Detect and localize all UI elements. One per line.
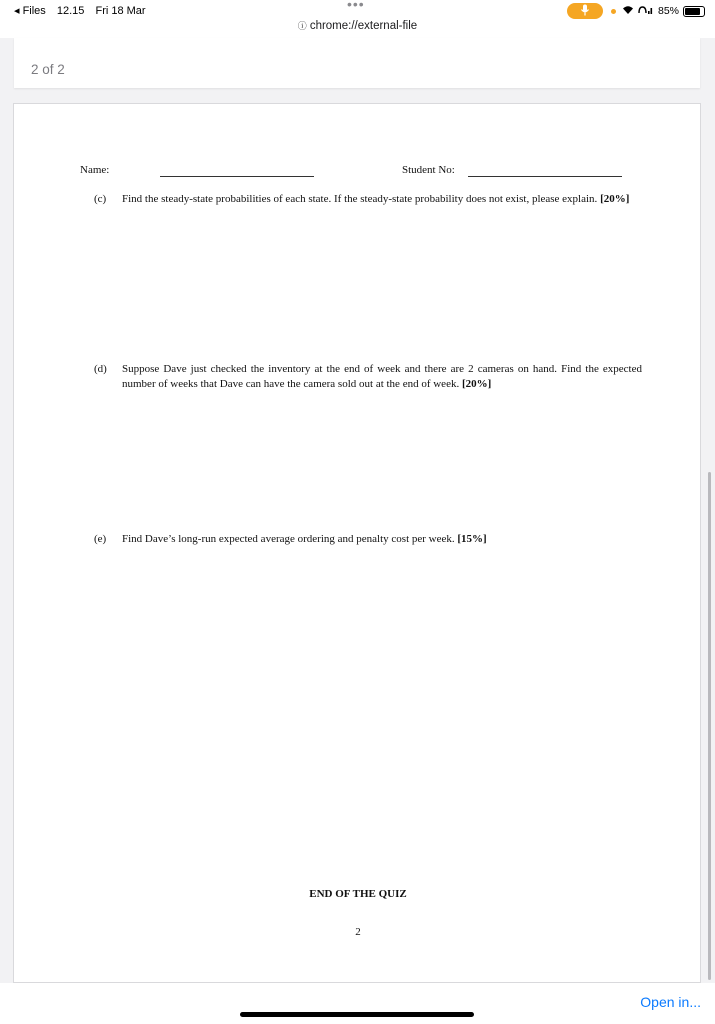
question-label: (c) <box>94 193 107 205</box>
status-date: Fri 18 Mar <box>95 5 146 17</box>
url-bar[interactable] <box>0 19 715 32</box>
question-weight: [20%] <box>600 193 630 205</box>
battery-icon <box>683 6 705 17</box>
home-indicator[interactable] <box>240 1012 474 1017</box>
page-count-card <box>14 38 700 88</box>
document-page <box>13 103 701 983</box>
open-in-button[interactable]: Open in... <box>640 994 701 1010</box>
question-label: (d) <box>94 363 107 375</box>
question-c <box>94 192 642 207</box>
question-weight: [20%] <box>461 377 492 390</box>
page-count-label: 2 of 2 <box>31 62 65 77</box>
status-time: 12.15 <box>56 5 85 17</box>
question-e <box>94 532 642 547</box>
name-label: Name: <box>80 164 110 176</box>
wifi-icon <box>622 5 634 18</box>
status-left <box>14 4 154 17</box>
question-text: Find Dave’s long-run expected average ordering and penalty cost per week. <box>122 533 455 545</box>
page-number: 2 <box>355 926 361 938</box>
question-d <box>94 362 642 391</box>
scrollbar[interactable] <box>708 472 711 980</box>
status-bar <box>0 0 715 38</box>
status-right <box>567 3 705 19</box>
back-to-files-link[interactable]: ◂ Files <box>14 5 46 17</box>
question-weight: [15%] <box>457 533 487 545</box>
microphone-icon[interactable] <box>567 3 603 19</box>
recording-indicator-icon <box>611 9 616 14</box>
url-text: chrome://external-file <box>309 20 418 32</box>
cellular-icon <box>638 5 654 18</box>
end-of-quiz-text: END OF THE QUIZ <box>309 888 407 900</box>
multitasking-dots-icon[interactable]: ••• <box>347 0 365 12</box>
student-no-label: Student No: <box>402 164 455 176</box>
info-icon: ⓘ <box>297 21 307 31</box>
question-text: Find the steady-state probabilities of each state. If the steady-state probability does not exist, please explain. <box>122 193 598 205</box>
question-text: Suppose Dave just checked the inventory at the end of week and there are 2 cameras on hand. Find the expected number of weeks that Dave can have the camera sold out at the end of week. <box>122 363 642 390</box>
bottom-toolbar <box>0 983 715 1024</box>
name-underline <box>160 176 314 177</box>
battery-percent: 85% <box>657 5 679 17</box>
question-label: (e) <box>94 533 107 545</box>
student-no-underline <box>468 176 622 177</box>
